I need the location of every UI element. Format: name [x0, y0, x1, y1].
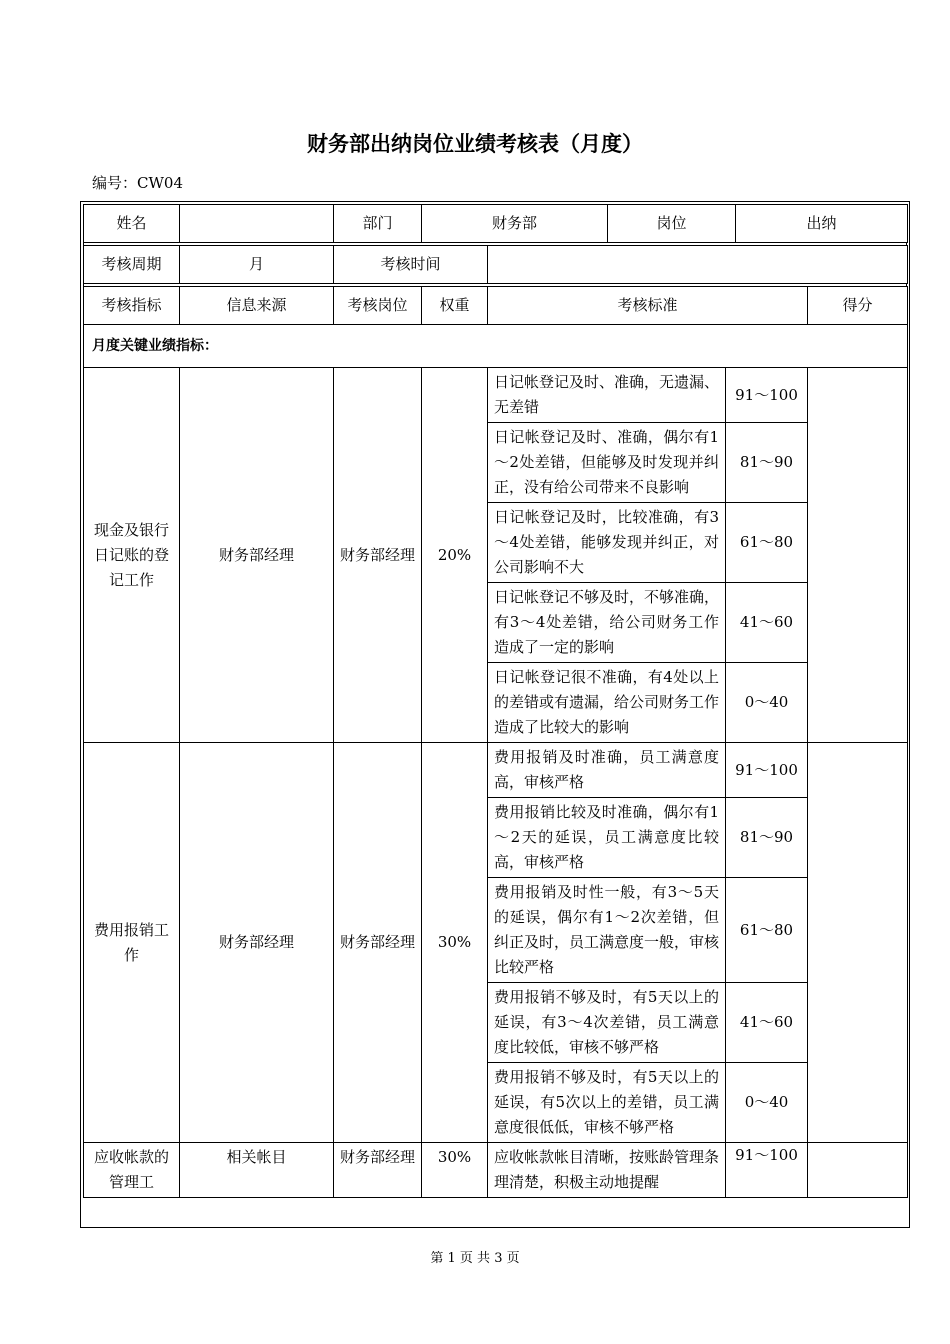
col-source: 信息来源	[180, 287, 334, 325]
section-title: 月度关键业绩指标：	[84, 325, 908, 368]
table-row	[84, 1143, 908, 1198]
criterion-text: 费用报销及时性一般，有3～5天的延误，偶尔有1～2次差错，但纠正及时，员工满意度一般，审核比较严格	[488, 878, 726, 983]
document-number: 编号：CW04	[92, 174, 183, 192]
period-label: 考核周期	[84, 246, 180, 284]
post-value: 出纳	[736, 205, 908, 243]
col-post: 考核岗位	[334, 287, 422, 325]
criterion-text: 费用报销不够及时，有5天以上的延误，有5次以上的差错，员工满意度很低低，审核不够严格	[488, 1063, 726, 1143]
score-cell[interactable]	[808, 1143, 908, 1198]
score-cell[interactable]	[808, 368, 908, 743]
criterion-text: 日记帐登记及时、准确，无遗漏、无差错	[488, 368, 726, 423]
indicator-name: 费用报销工作	[84, 743, 180, 1143]
page-footer: 第 1 页 共 3 页	[430, 1251, 520, 1266]
indicator-weight: 20%	[422, 368, 488, 743]
col-standard: 考核标准	[488, 287, 808, 325]
header-table	[83, 204, 908, 243]
dept-label: 部门	[334, 205, 422, 243]
period-value: 月	[180, 246, 334, 284]
time-field[interactable]	[488, 246, 908, 284]
kpi-table	[83, 286, 908, 1198]
criterion-range: 91～100	[726, 743, 808, 798]
criterion-range: 0～40	[726, 663, 808, 743]
post-label: 岗位	[608, 205, 736, 243]
criterion-text: 日记帐登记及时、准确，偶尔有1～2处差错，但能够及时发现并纠正，没有给公司带来不良影响	[488, 423, 726, 503]
criterion-text: 费用报销不够及时，有5天以上的延误，有3～4次差错，员工满意度比较低，审核不够严格	[488, 983, 726, 1063]
criterion-range: 41～60	[726, 583, 808, 663]
criterion-range: 0～40	[726, 1063, 808, 1143]
indicator-source: 财务部经理	[180, 368, 334, 743]
criterion-text: 费用报销及时准确，员工满意度高，审核严格	[488, 743, 726, 798]
criterion-text: 费用报销比较及时准确，偶尔有1～2天的延误，员工满意度比较高，审核严格	[488, 798, 726, 878]
form-frame	[80, 201, 910, 1228]
page-title: 财务部出纳岗位业绩考核表（月度）	[307, 132, 643, 156]
criterion-text: 应收帐款帐目清晰，按账龄管理条理清楚，积极主动地提醒	[488, 1143, 726, 1198]
criterion-range: 91～100	[726, 368, 808, 423]
criterion-range: 41～60	[726, 983, 808, 1063]
indicator-source: 相关帐目	[180, 1143, 334, 1198]
indicator-weight: 30%	[422, 743, 488, 1143]
table-row	[84, 368, 908, 423]
indicator-post: 财务部经理	[334, 743, 422, 1143]
col-indicator: 考核指标	[84, 287, 180, 325]
score-cell[interactable]	[808, 743, 908, 1143]
criterion-range: 61～80	[726, 878, 808, 983]
col-score: 得分	[808, 287, 908, 325]
name-label: 姓名	[84, 205, 180, 243]
header-row-basic	[84, 205, 908, 243]
indicator-post: 财务部经理	[334, 368, 422, 743]
table-row	[84, 743, 908, 798]
indicator-name: 应收帐款的管理工	[84, 1143, 180, 1198]
col-weight: 权重	[422, 287, 488, 325]
criterion-range: 81～90	[726, 798, 808, 878]
name-field[interactable]	[180, 205, 334, 243]
indicator-post: 财务部经理	[334, 1143, 422, 1198]
column-header-row	[84, 287, 908, 325]
criterion-text: 日记帐登记不够及时，不够准确，有3～4处差错，给公司财务工作造成了一定的影响	[488, 583, 726, 663]
criterion-range: 81～90	[726, 423, 808, 503]
indicator-weight: 30%	[422, 1143, 488, 1198]
dept-value: 财务部	[422, 205, 608, 243]
criterion-range: 91～100	[726, 1143, 808, 1198]
indicator-source: 财务部经理	[180, 743, 334, 1143]
header-row-period	[84, 246, 908, 284]
criterion-range: 61～80	[726, 503, 808, 583]
criterion-text: 日记帐登记很不准确，有4处以上的差错或有遗漏，给公司财务工作造成了比较大的影响	[488, 663, 726, 743]
indicator-name: 现金及银行日记账的登记工作	[84, 368, 180, 743]
time-label: 考核时间	[334, 246, 488, 284]
criterion-text: 日记帐登记及时，比较准确，有3～4处差错，能够发现并纠正，对公司影响不大	[488, 503, 726, 583]
period-table	[83, 245, 908, 284]
